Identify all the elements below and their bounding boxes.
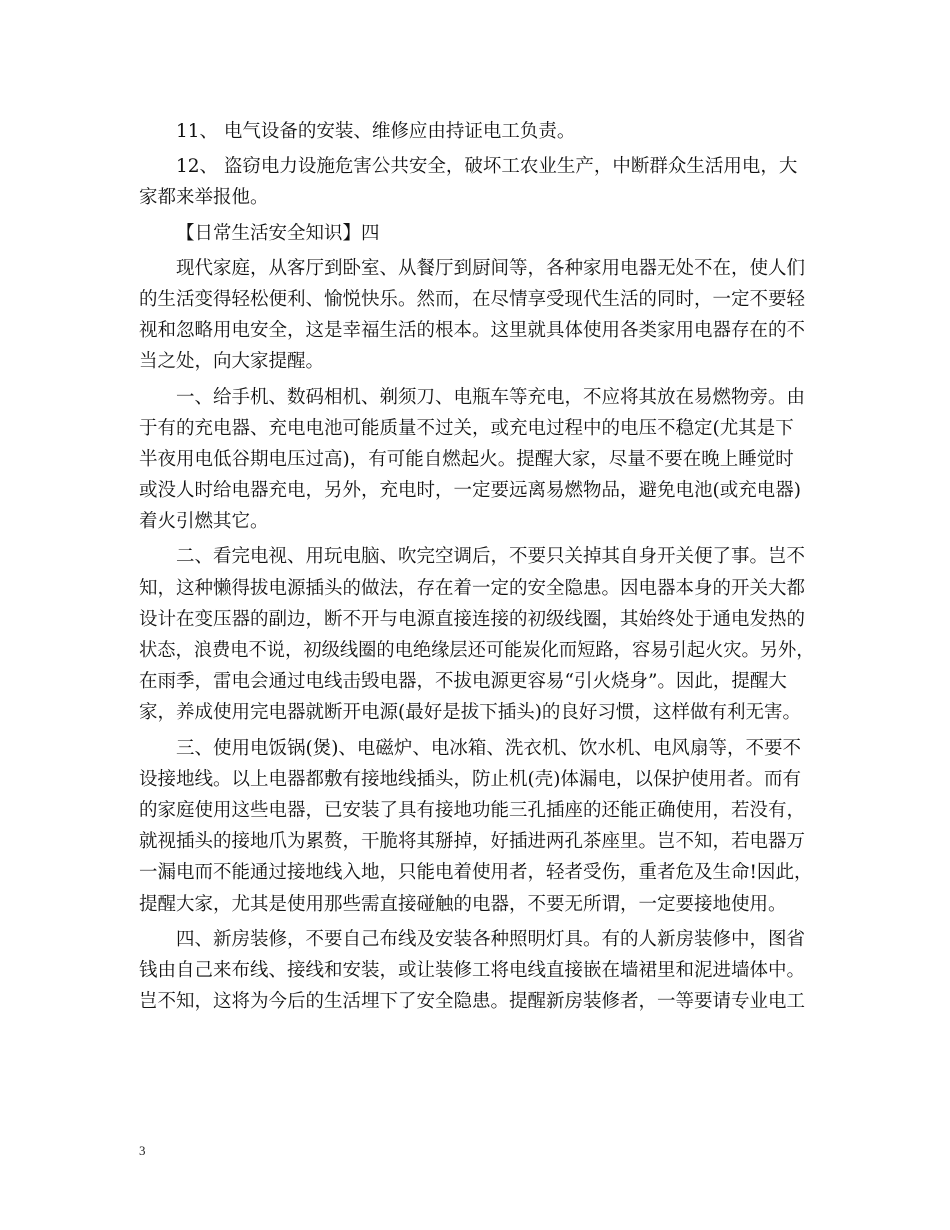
text-line: 在雨季，雷电会通过电线击毁电器，不拔电源更容易“引火烧身”。因此，提醒大 (139, 671, 787, 693)
text-line: 现代家庭，从客厅到卧室、从餐厅到厨间等，各种家用电器无处不在，使人们 (176, 257, 806, 279)
page-number: 3 (139, 1143, 146, 1158)
text-line: 的生活变得轻松便利、愉悦快乐。然而，在尽情享受现代生活的同时，一定不要轻 (139, 288, 806, 310)
text-line: 【日常生活安全知识】四 (176, 222, 380, 244)
text-line: 着火引燃其它。 (139, 511, 269, 533)
text-line: 设接地线。以上电器都敷有接地线插头，防止机(壳)体漏电，以保护使用者。而有 (139, 768, 801, 790)
text-line: 岂不知，这将为今后的生活埋下了安全隐患。提醒新房装修者，一等要请专业电工 (139, 991, 806, 1013)
text-line: 或没人时给电器充电，另外，充电时，一定要远离易燃物品，避免电池(或充电器) (139, 480, 801, 502)
text-line: 11、 电气设备的安装、维修应由持证电工负责。 (176, 121, 576, 142)
text-line: 半夜用电低谷期电压过高)，有可能自燃起火。提醒大家，尽量不要在晚上睡觉时 (139, 448, 794, 470)
text-line: 的家庭使用这些电器，已安装了具有接地功能三孔插座的还能正确使用，若没有， (139, 799, 806, 821)
text-line: 于有的充电器、充电电池可能质量不过关，或充电过程中的电压不稳定(尤其是下 (139, 417, 794, 439)
text-line: 当之处，向大家提醒。 (139, 351, 325, 373)
text-line: 视和忽略用电安全，这是幸福生活的根本。这里就具体使用各类家用电器存在的不 (139, 320, 806, 342)
text-line: 知，这种懒得拔电源插头的做法，存在着一定的安全隐患。因电器本身的开关大都 (139, 577, 806, 599)
text-line: 四、新房装修，不要自己布线及安装各种照明灯具。有的人新房装修中，图省 (176, 928, 806, 950)
text-line: 提醒大家，尤其是使用那些需直接碰触的电器，不要无所谓，一定要接地使用。 (139, 893, 787, 915)
text-line: 家，养成使用完电器就断开电源(最好是拔下插头)的良好习惯，这样做有利无害。 (139, 702, 801, 724)
text-line: 钱由自己来布线、接线和安装，或让装修工将电线直接嵌在墙裙里和泥进墙体中。 (139, 959, 806, 981)
text-line: 一、给手机、数码相机、剃须刀、电瓶车等充电，不应将其放在易燃物旁。由 (176, 386, 806, 408)
text-line: 就视插头的接地爪为累赘，干脆将其掰掉，好插进两孔茶座里。岂不知，若电器万 (139, 831, 806, 853)
text-line: 一漏电而不能通过接地线入地，只能电着使用者，轻者受伤，重者危及生命!因此， (139, 862, 813, 884)
text-line: 三、使用电饭锅(煲)、电磁炉、电冰箱、洗衣机、饮水机、电风扇等，不要不 (176, 737, 801, 759)
text-line: 12、 盗窃电力设施危害公共安全，破坏工农业生产，中断群众生活用电，大 (176, 156, 798, 178)
text-line: 状态，浪费电不说，初级线圈的电绝缘层还可能炭化而短路，容易引起火灾。另外， (139, 640, 815, 661)
text-line: 家都来举报他。 (139, 187, 269, 209)
document-body (139, 116, 815, 1017)
text-line: 设计在变压器的副边，断不开与电源直接连接的初级线圈，其始终处于通电发热的 (139, 608, 806, 630)
text-line: 二、看完电视、用玩电脑、吹完空调后，不要只关掉其自身开关便了事。岂不 (176, 546, 806, 568)
